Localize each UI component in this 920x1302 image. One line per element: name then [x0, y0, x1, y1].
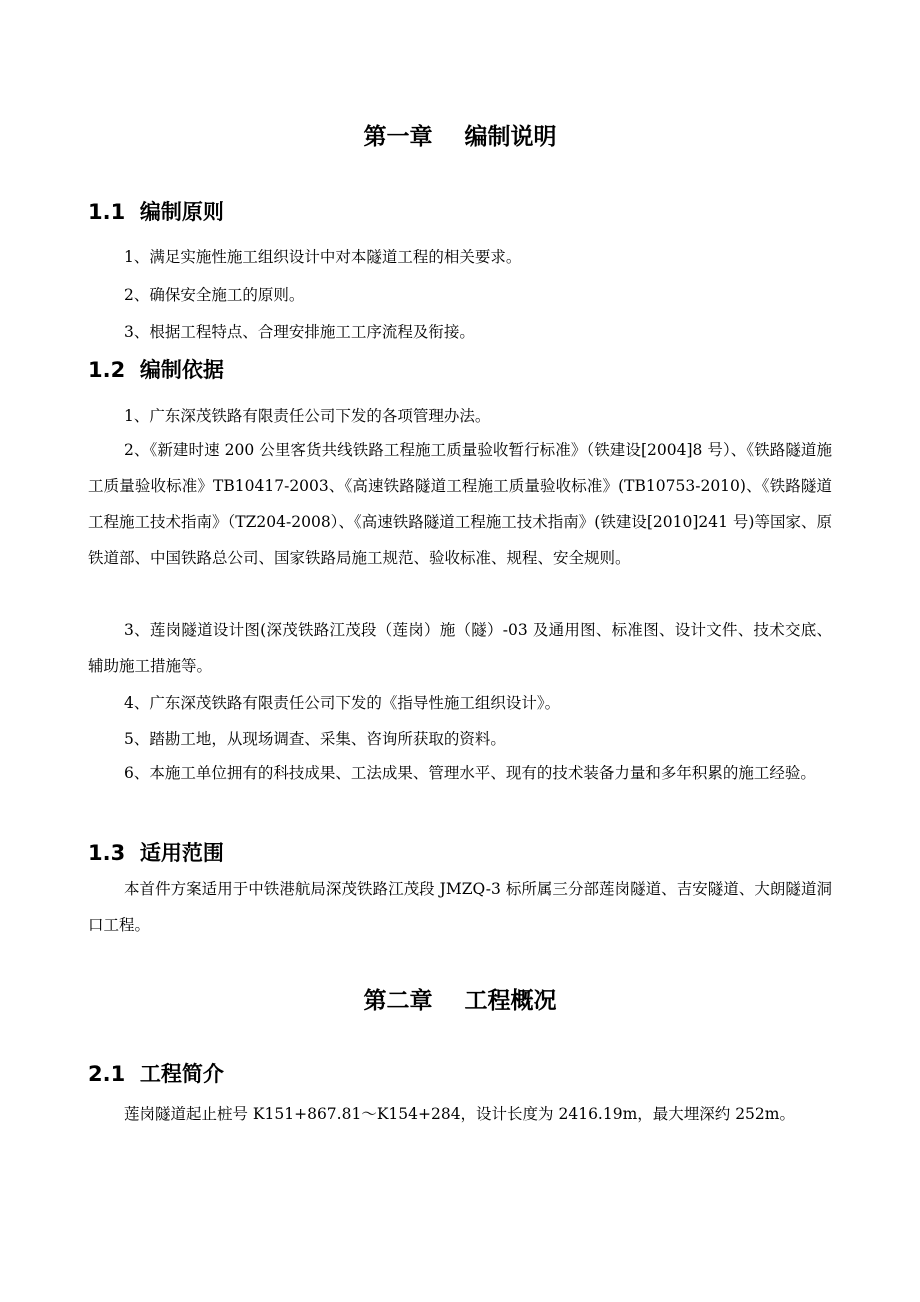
- principle-item-1: 1、满足实施性施工组织设计中对本隧道工程的相关要求。: [124, 248, 522, 266]
- section-1-1-heading: 1.1 编制原则: [88, 200, 224, 224]
- basis-item-2: 2、《新建时速 200 公里客货共线铁路工程施工质量验收暂行标准》（铁建设[2004]8 号）、《铁路隧道施工质量验收标准》TB10417-2003、《高速铁路隧道工程施工质量验收标准》(TB10753-2010)、《铁路隧道工程施工技术指南》（TZ204-2008）、《高速铁路隧道工程施工技术指南》(铁建设[2010]241 号)等国家、原铁道部、中国铁路总公司、国家铁路局施工规范、验收标准、规程、安全规则。: [88, 441, 832, 567]
- section-1-3-heading: 1.3 适用范围: [88, 841, 224, 865]
- scope-text: 本首件方案适用于中铁港航局深茂铁路江茂段 JMZQ-3 标所属三分部莲岗隧道、吉安隧道、大朗隧道洞口工程。: [88, 880, 832, 934]
- chapter-2-title: 第二章 工程概况: [363, 988, 557, 1014]
- section-1-2-heading: 1.2 编制依据: [88, 358, 224, 382]
- overview-text: 莲岗隧道起止桩号 K151+867.81～K154+284，设计长度为 2416.19m，最大埋深约 252m。: [124, 1105, 795, 1123]
- basis-item-1: 1、广东深茂铁路有限责任公司下发的各项管理办法。: [124, 407, 491, 425]
- chapter-1-title: 第一章 编制说明: [363, 124, 557, 150]
- basis-item-3: 3、莲岗隧道设计图(深茂铁路江茂段（莲岗）施（隧）-03 及通用图、标准图、设计文件、技术交底、辅助施工措施等。: [88, 621, 832, 675]
- principle-item-3: 3、根据工程特点、合理安排施工工序流程及衔接。: [124, 323, 475, 341]
- principle-item-2: 2、确保安全施工的原则。: [124, 286, 305, 304]
- basis-item-6: 6、本施工单位拥有的科技成果、工法成果、管理水平、现有的技术装备力量和多年积累的施工经验。: [124, 764, 816, 782]
- basis-item-4: 4、广东深茂铁路有限责任公司下发的《指导性施工组织设计》。: [124, 694, 561, 712]
- section-2-1-heading: 2.1 工程简介: [88, 1062, 224, 1086]
- basis-item-5: 5、踏勘工地，从现场调查、采集、咨询所获取的资料。: [124, 730, 506, 748]
